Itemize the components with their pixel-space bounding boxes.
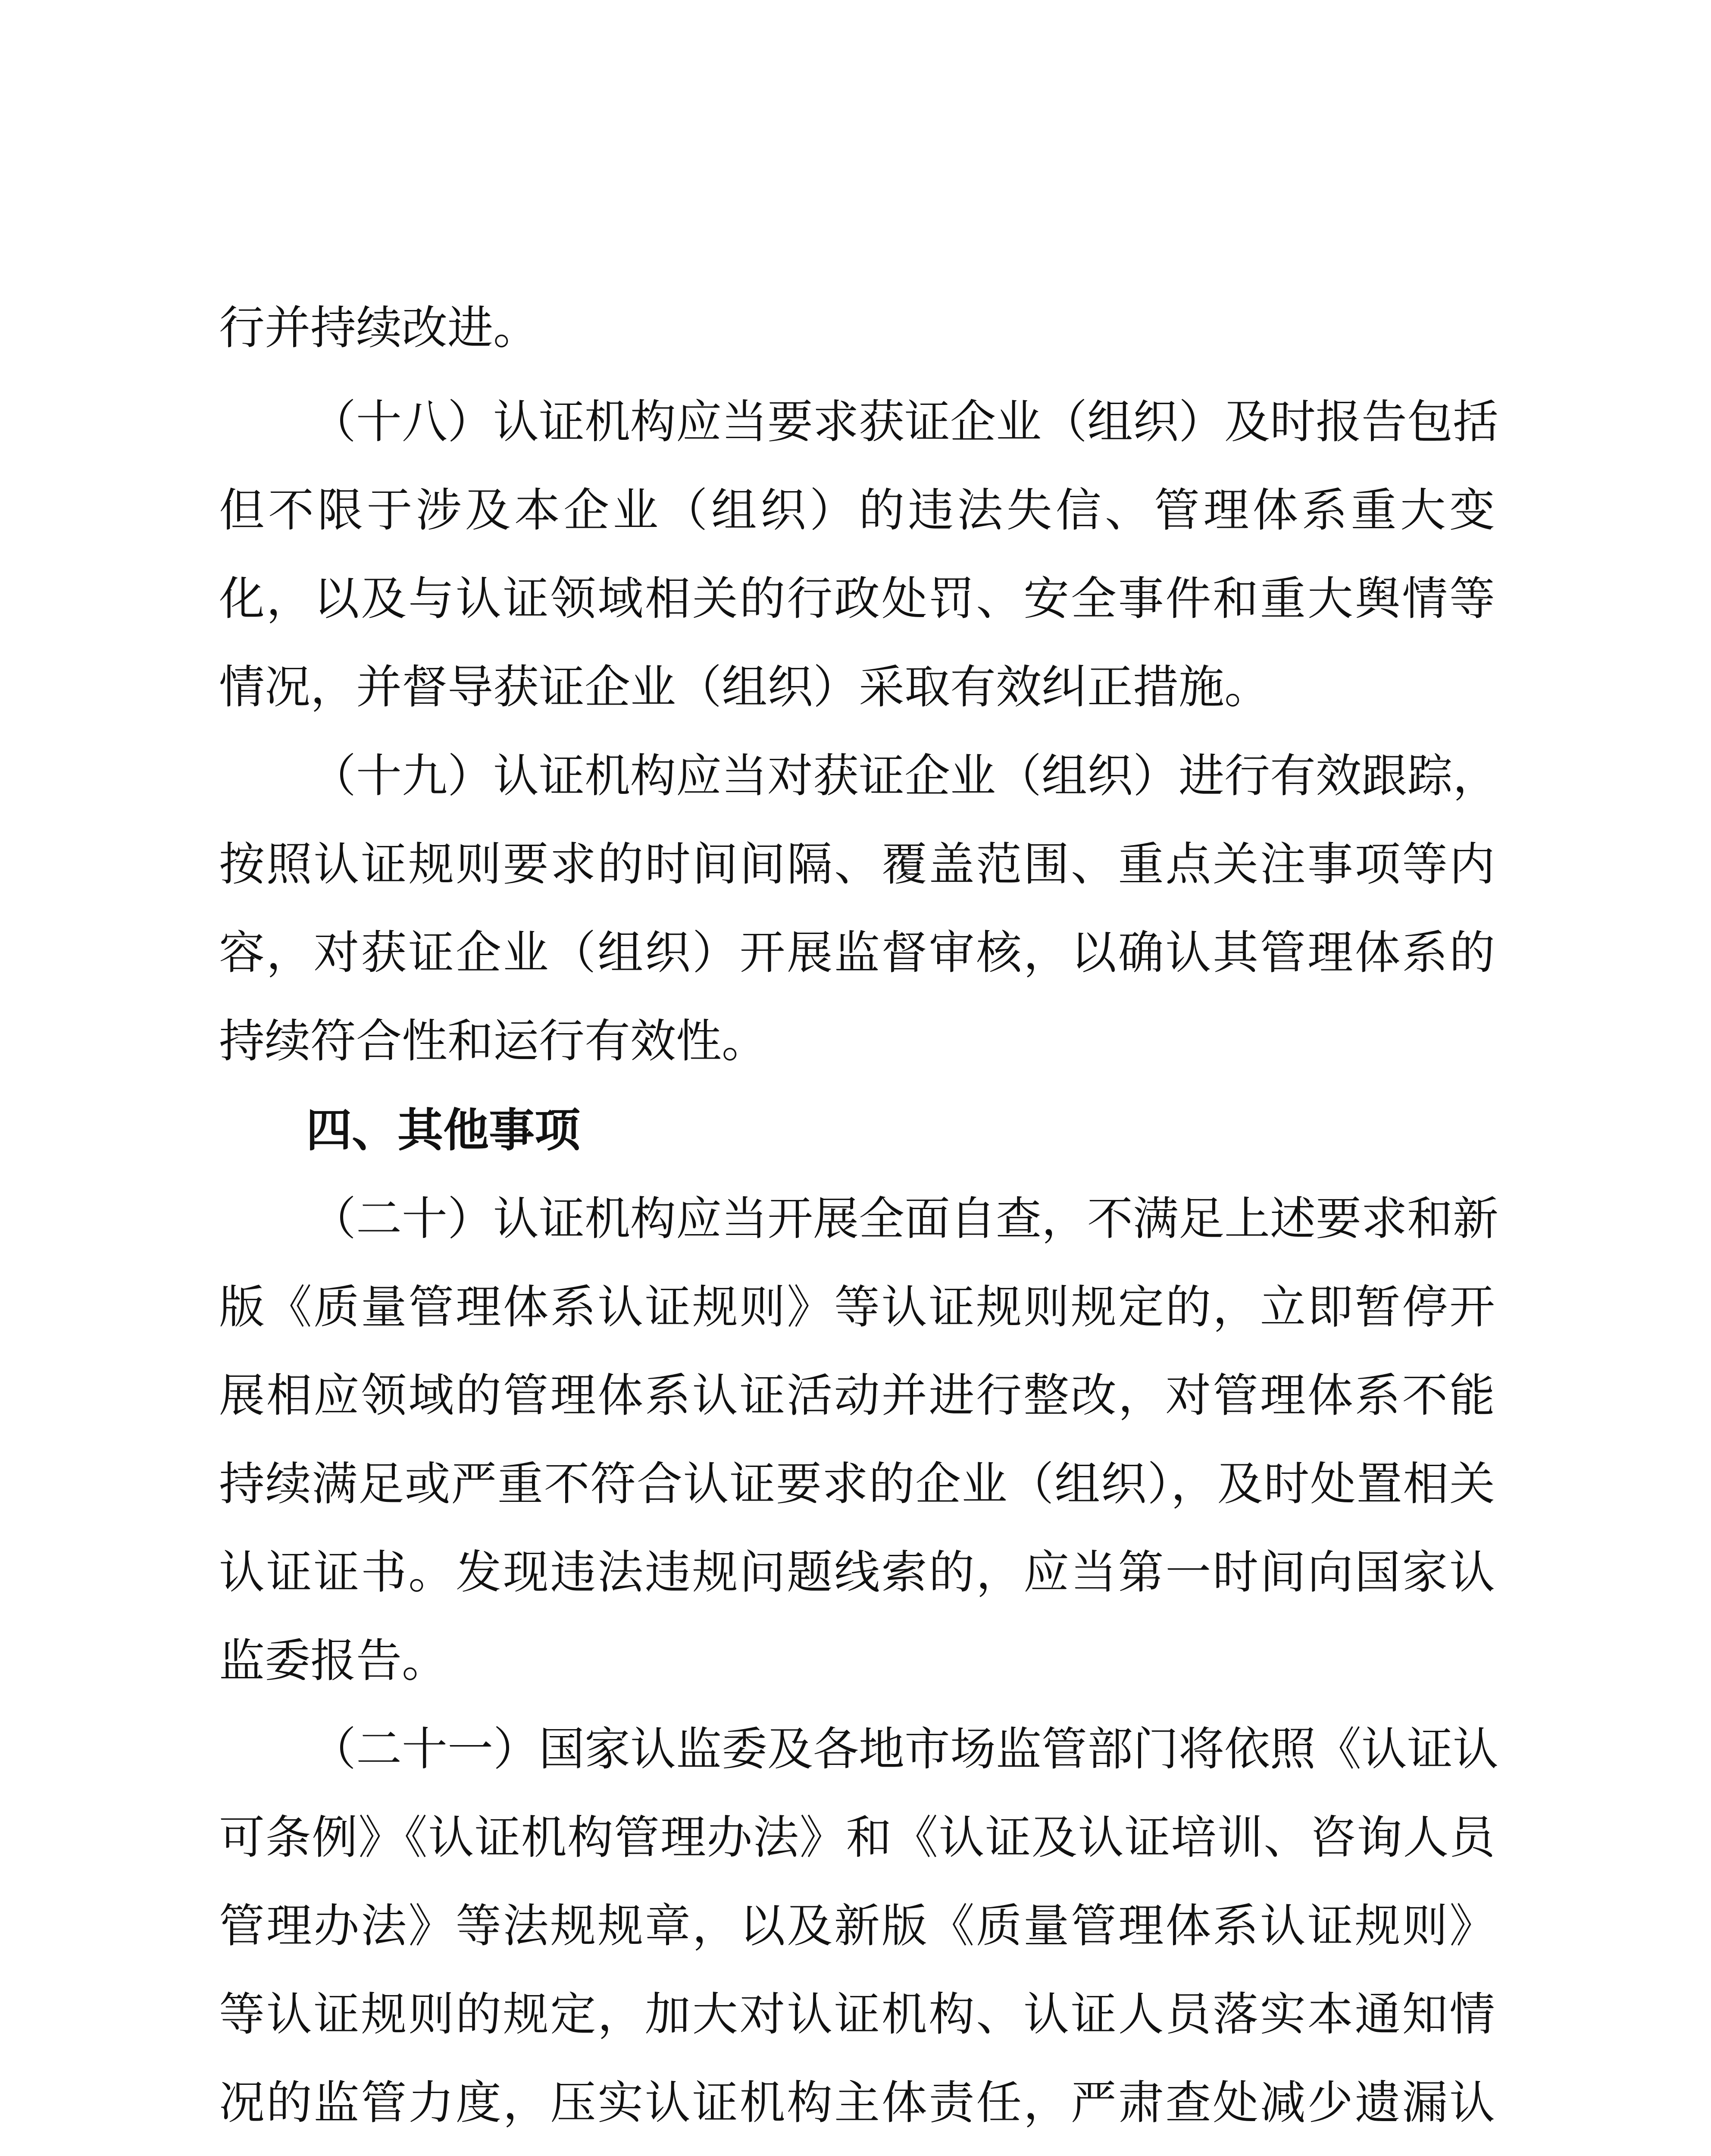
paragraph-21-line-3: 管理办法》等法规规章，以及新版《质量管理体系认证规则》 — [219, 1899, 1495, 1952]
paragraph-21-line-1: （二十一）国家认监委及各地市场监管部门将依照《认证认 — [310, 1723, 1498, 1776]
paragraph-19-line-1: （十九）认证机构应当对获证企业（组织）进行有效跟踪， — [310, 749, 1498, 802]
paragraph-18-line-2: 但不限于涉及本企业（组织）的违法失信、管理体系重大变 — [219, 484, 1495, 537]
paragraph-18-line-4: 情况，并督导获证企业（组织）采取有效纠正措施。 — [219, 661, 1270, 714]
paragraph-21-line-2: 可条例》《认证机构管理办法》和《认证及认证培训、咨询人员 — [219, 1811, 1495, 1864]
paragraph-19-line-2: 按照认证规则要求的时间间隔、覆盖范围、重点关注事项等内 — [219, 838, 1495, 891]
paragraph-20-line-2: 版《质量管理体系认证规则》等认证规则规定的，立即暂停开 — [219, 1281, 1495, 1334]
paragraph-18-line-3: 化，以及与认证领域相关的行政处罚、安全事件和重大舆情等 — [219, 572, 1495, 625]
paragraph-19-line-4: 持续符合性和运行有效性。 — [219, 1015, 767, 1068]
paragraph-20-line-4: 持续满足或严重不符合认证要求的企业（组织），及时处置相关 — [219, 1457, 1495, 1510]
paragraph-20-line-3: 展相应领域的管理体系认证活动并进行整改，对管理体系不能 — [219, 1369, 1495, 1422]
paragraph-20-line-6: 监委报告。 — [219, 1634, 447, 1687]
paragraph-21-line-5: 况的监管力度，压实认证机构主体责任，严肃查处减少遗漏认 — [219, 2076, 1495, 2129]
section-heading-other-matters: 四、其他事项 — [306, 1104, 580, 1157]
paragraph-21-line-4: 等认证规则的规定，加大对认证机构、认证人员落实本通知情 — [219, 1988, 1495, 2041]
text-line-continuation: 行并持续改进。 — [219, 301, 539, 354]
paragraph-20-line-5: 认证证书。发现违法违规问题线索的，应当第一时间向国家认 — [219, 1546, 1495, 1599]
paragraph-18-line-1: （十八）认证机构应当要求获证企业（组织）及时报告包括 — [310, 395, 1498, 448]
paragraph-19-line-3: 容，对获证企业（组织）开展监督审核，以确认其管理体系的 — [219, 926, 1495, 979]
paragraph-20-line-1: （二十）认证机构应当开展全面自查，不满足上述要求和新 — [310, 1192, 1498, 1245]
